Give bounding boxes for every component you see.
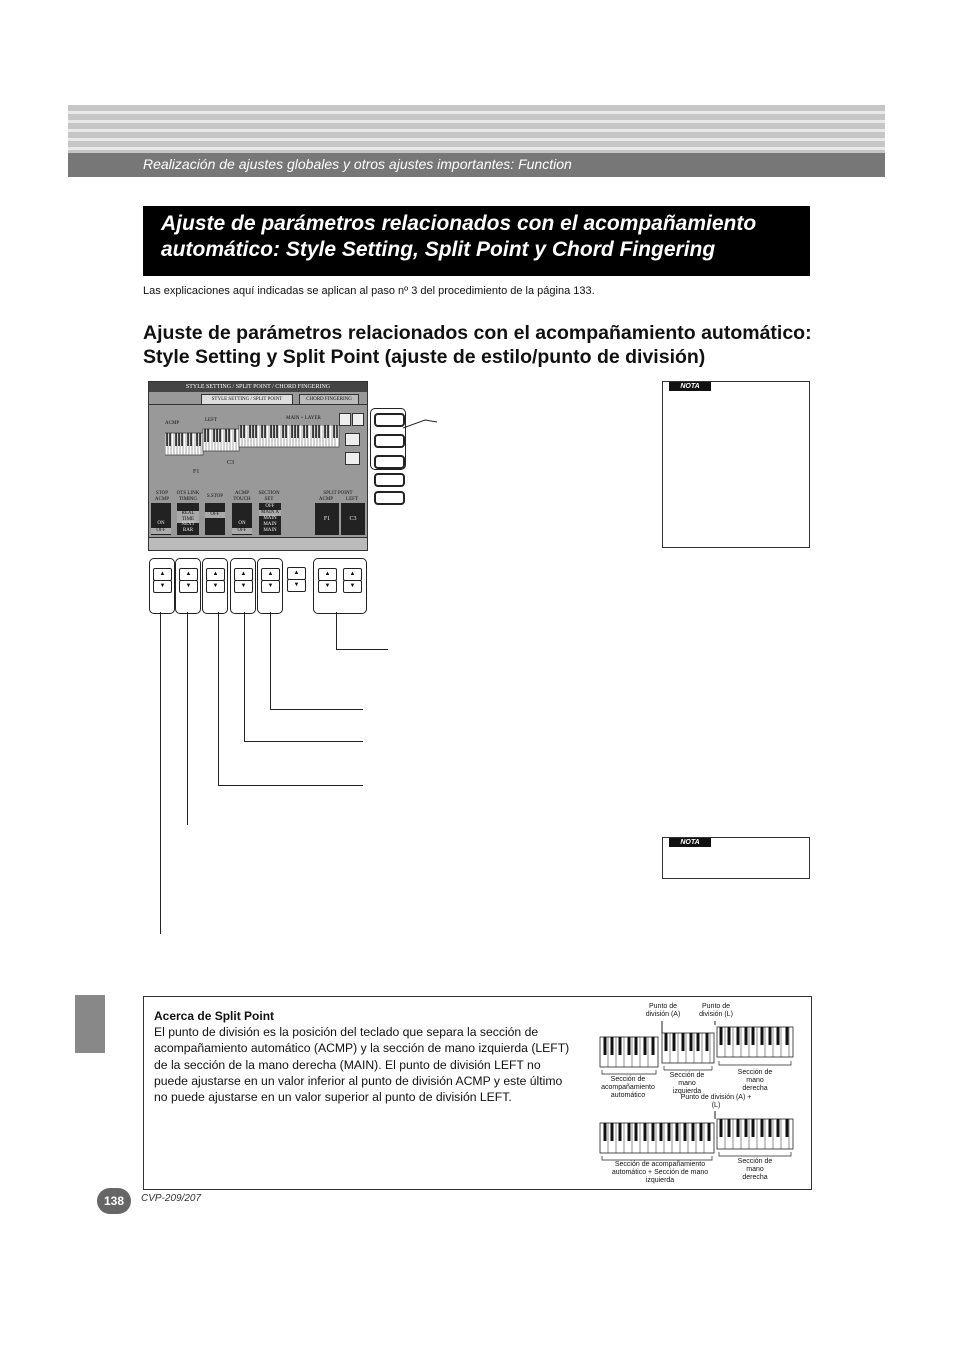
side-buttons-pointer xyxy=(403,410,439,430)
updown-group-4 xyxy=(230,558,256,614)
up-button-2[interactable]: ▲ xyxy=(179,568,198,581)
col-stop-acmp: STOP ACMP xyxy=(154,491,170,502)
up-button-3[interactable]: ▲ xyxy=(206,568,225,581)
section-main-d: MAIN xyxy=(263,528,277,533)
acmp-keyboard xyxy=(165,433,203,455)
acmp-label: ACMP xyxy=(165,421,180,426)
up-button-5[interactable]: ▲ xyxy=(261,568,280,581)
down-button-7[interactable]: ▼ xyxy=(318,580,337,593)
nota-label-2: NOTA xyxy=(669,838,711,847)
diagram-keyboard-split xyxy=(599,1021,799,1076)
tab-style-setting[interactable]: STYLE SETTING / SPLIT POINT xyxy=(201,394,293,405)
diagram-punto-l: Punto de división (L) xyxy=(699,1003,733,1018)
split-point-info-box xyxy=(143,996,812,1190)
col-split-acmp: ACMP xyxy=(318,497,334,502)
col-ots-link: OTS LINK TIMING xyxy=(176,491,200,502)
lcd-keyboards xyxy=(165,425,340,458)
intro-text: Las explicaciones aquí indicadas se aplican al paso nº 3 del procedimiento de la página 133. xyxy=(143,285,595,297)
main-title: Ajuste de parámetros relacionados con el acompañamiento automático: Style Setting, Split Point y Chord Fingering xyxy=(161,212,757,261)
up-button-6[interactable]: ▲ xyxy=(287,567,306,580)
info-title: Acerca de Split Point xyxy=(154,1009,275,1023)
diagram-acmp-section: Sección de acompañamiento automático xyxy=(601,1076,655,1099)
leader-line-split xyxy=(336,612,337,650)
section-main-b: MAIN xyxy=(263,516,277,521)
nota-box-1 xyxy=(662,381,810,548)
lcd-header: STYLE SETTING / SPLIT POINT / CHORD FINGERING xyxy=(149,382,367,392)
diagram-punto-al: Punto de división (A) + (L) xyxy=(680,1094,752,1109)
diagram-acmp-left-section: Sección de acompañamiento automático + Sección de mano izquierda xyxy=(611,1161,709,1184)
up-button-4[interactable]: ▲ xyxy=(234,568,253,581)
info-text: El punto de división es la posición del teclado que separa la sección de acompañamiento automático (ACMP) y la sección de mano izquierda (LEFT) de la sección de la mano derecha (MAIN). El punto de división LEFT no puede ajustarse en un valor inferior al punto de división ACMP y este último no puede ajustarse en un valor superior al punto de división LEFT. xyxy=(154,1025,570,1105)
ots-real-time: REAL TIME xyxy=(177,511,199,523)
main-layer-label: MAIN + LAYER xyxy=(286,416,321,421)
leader-line-4 xyxy=(244,612,245,742)
model-name: CVP-209/207 xyxy=(141,1193,202,1204)
ots-next-bar: NEXT BAR xyxy=(181,522,195,533)
updown-group-3 xyxy=(202,558,228,614)
updown-group-2 xyxy=(175,558,201,614)
updown-group-split xyxy=(313,558,367,614)
leader-line-split-h xyxy=(336,649,388,650)
up-button-1[interactable]: ▲ xyxy=(153,568,172,581)
side-buttons-group xyxy=(370,408,406,470)
header-stripes xyxy=(68,105,885,153)
down-button-2[interactable]: ▼ xyxy=(179,580,198,593)
leader-line-5h xyxy=(270,709,363,710)
down-button-4[interactable]: ▼ xyxy=(234,580,253,593)
down-button-8[interactable]: ▼ xyxy=(343,580,362,593)
col-section-set: SECTION SET xyxy=(258,491,280,502)
stop-acmp-on: ON xyxy=(157,521,165,526)
leader-line-5 xyxy=(270,612,271,710)
leader-line-1 xyxy=(160,612,161,934)
acmp-touch-off: OFF xyxy=(232,528,252,534)
leader-line-3 xyxy=(218,612,219,786)
page-number-badge: 138 xyxy=(97,1188,131,1214)
section-main-c: MAIN xyxy=(263,522,277,527)
lcd-side-button-i[interactable] xyxy=(374,473,405,487)
page-thumb-tab xyxy=(75,995,105,1053)
section-header-bar xyxy=(68,105,885,177)
nota-box-2 xyxy=(662,837,810,879)
leader-line-3h xyxy=(218,785,363,786)
leader-line-2 xyxy=(187,612,188,825)
col-split-left: LEFT xyxy=(346,497,358,502)
stop-acmp-off: OFF xyxy=(151,528,171,534)
down-button-6[interactable]: ▼ xyxy=(287,579,306,592)
main-title-box xyxy=(143,206,810,276)
leader-line-4h xyxy=(244,741,363,742)
diagram-punto-a: Punto de división (A) xyxy=(645,1003,681,1018)
lcd-side-button-j[interactable] xyxy=(374,491,405,505)
diagram-keyboard-merged xyxy=(599,1111,799,1161)
left-label: LEFT xyxy=(205,418,217,423)
diagram-right-section: Sección de mano derecha xyxy=(737,1069,773,1092)
main-keyboard xyxy=(239,425,339,447)
split-left-value: C3 xyxy=(349,516,357,522)
diagram-left-section: Sección de mano izquierda xyxy=(669,1072,705,1095)
nota-label-1: NOTA xyxy=(669,382,711,391)
acmp-touch-on: ON xyxy=(238,521,246,526)
section-main-a: MAIN A xyxy=(259,510,281,516)
header-band xyxy=(68,153,885,177)
updown-group-1 xyxy=(149,558,175,614)
tab-chord-fingering[interactable]: CHORD FINGERING xyxy=(299,394,359,405)
down-button-3[interactable]: ▼ xyxy=(206,580,225,593)
updown-group-5 xyxy=(257,558,283,614)
left-keyboard xyxy=(203,429,239,451)
split-acmp-value: F1 xyxy=(323,516,331,522)
s-stop-off: OFF xyxy=(205,512,225,518)
c3-label: C3 xyxy=(227,460,235,466)
up-button-7[interactable]: ▲ xyxy=(318,568,337,581)
f1-label: F1 xyxy=(193,469,200,475)
up-button-8[interactable]: ▲ xyxy=(343,568,362,581)
subsection-title: Ajuste de parámetros relacionados con el acompañamiento automático: Style Setting y Split Point (ajuste de estilo/punto de división) xyxy=(143,322,812,368)
diagram-right-section-2: Sección de mano derecha xyxy=(737,1158,773,1181)
col-split-point: SPLIT POINT xyxy=(323,491,353,496)
col-acmp-touch: ACMP TOUCH xyxy=(233,491,251,502)
lcd-screen xyxy=(148,381,368,551)
section-off: OFF xyxy=(265,504,275,509)
down-button-1[interactable]: ▼ xyxy=(153,580,172,593)
section-title: Realización de ajustes globales y otros ajustes importantes: Function xyxy=(143,156,572,172)
col-s-stop: S.STOP xyxy=(206,494,224,499)
down-button-5[interactable]: ▼ xyxy=(261,580,280,593)
